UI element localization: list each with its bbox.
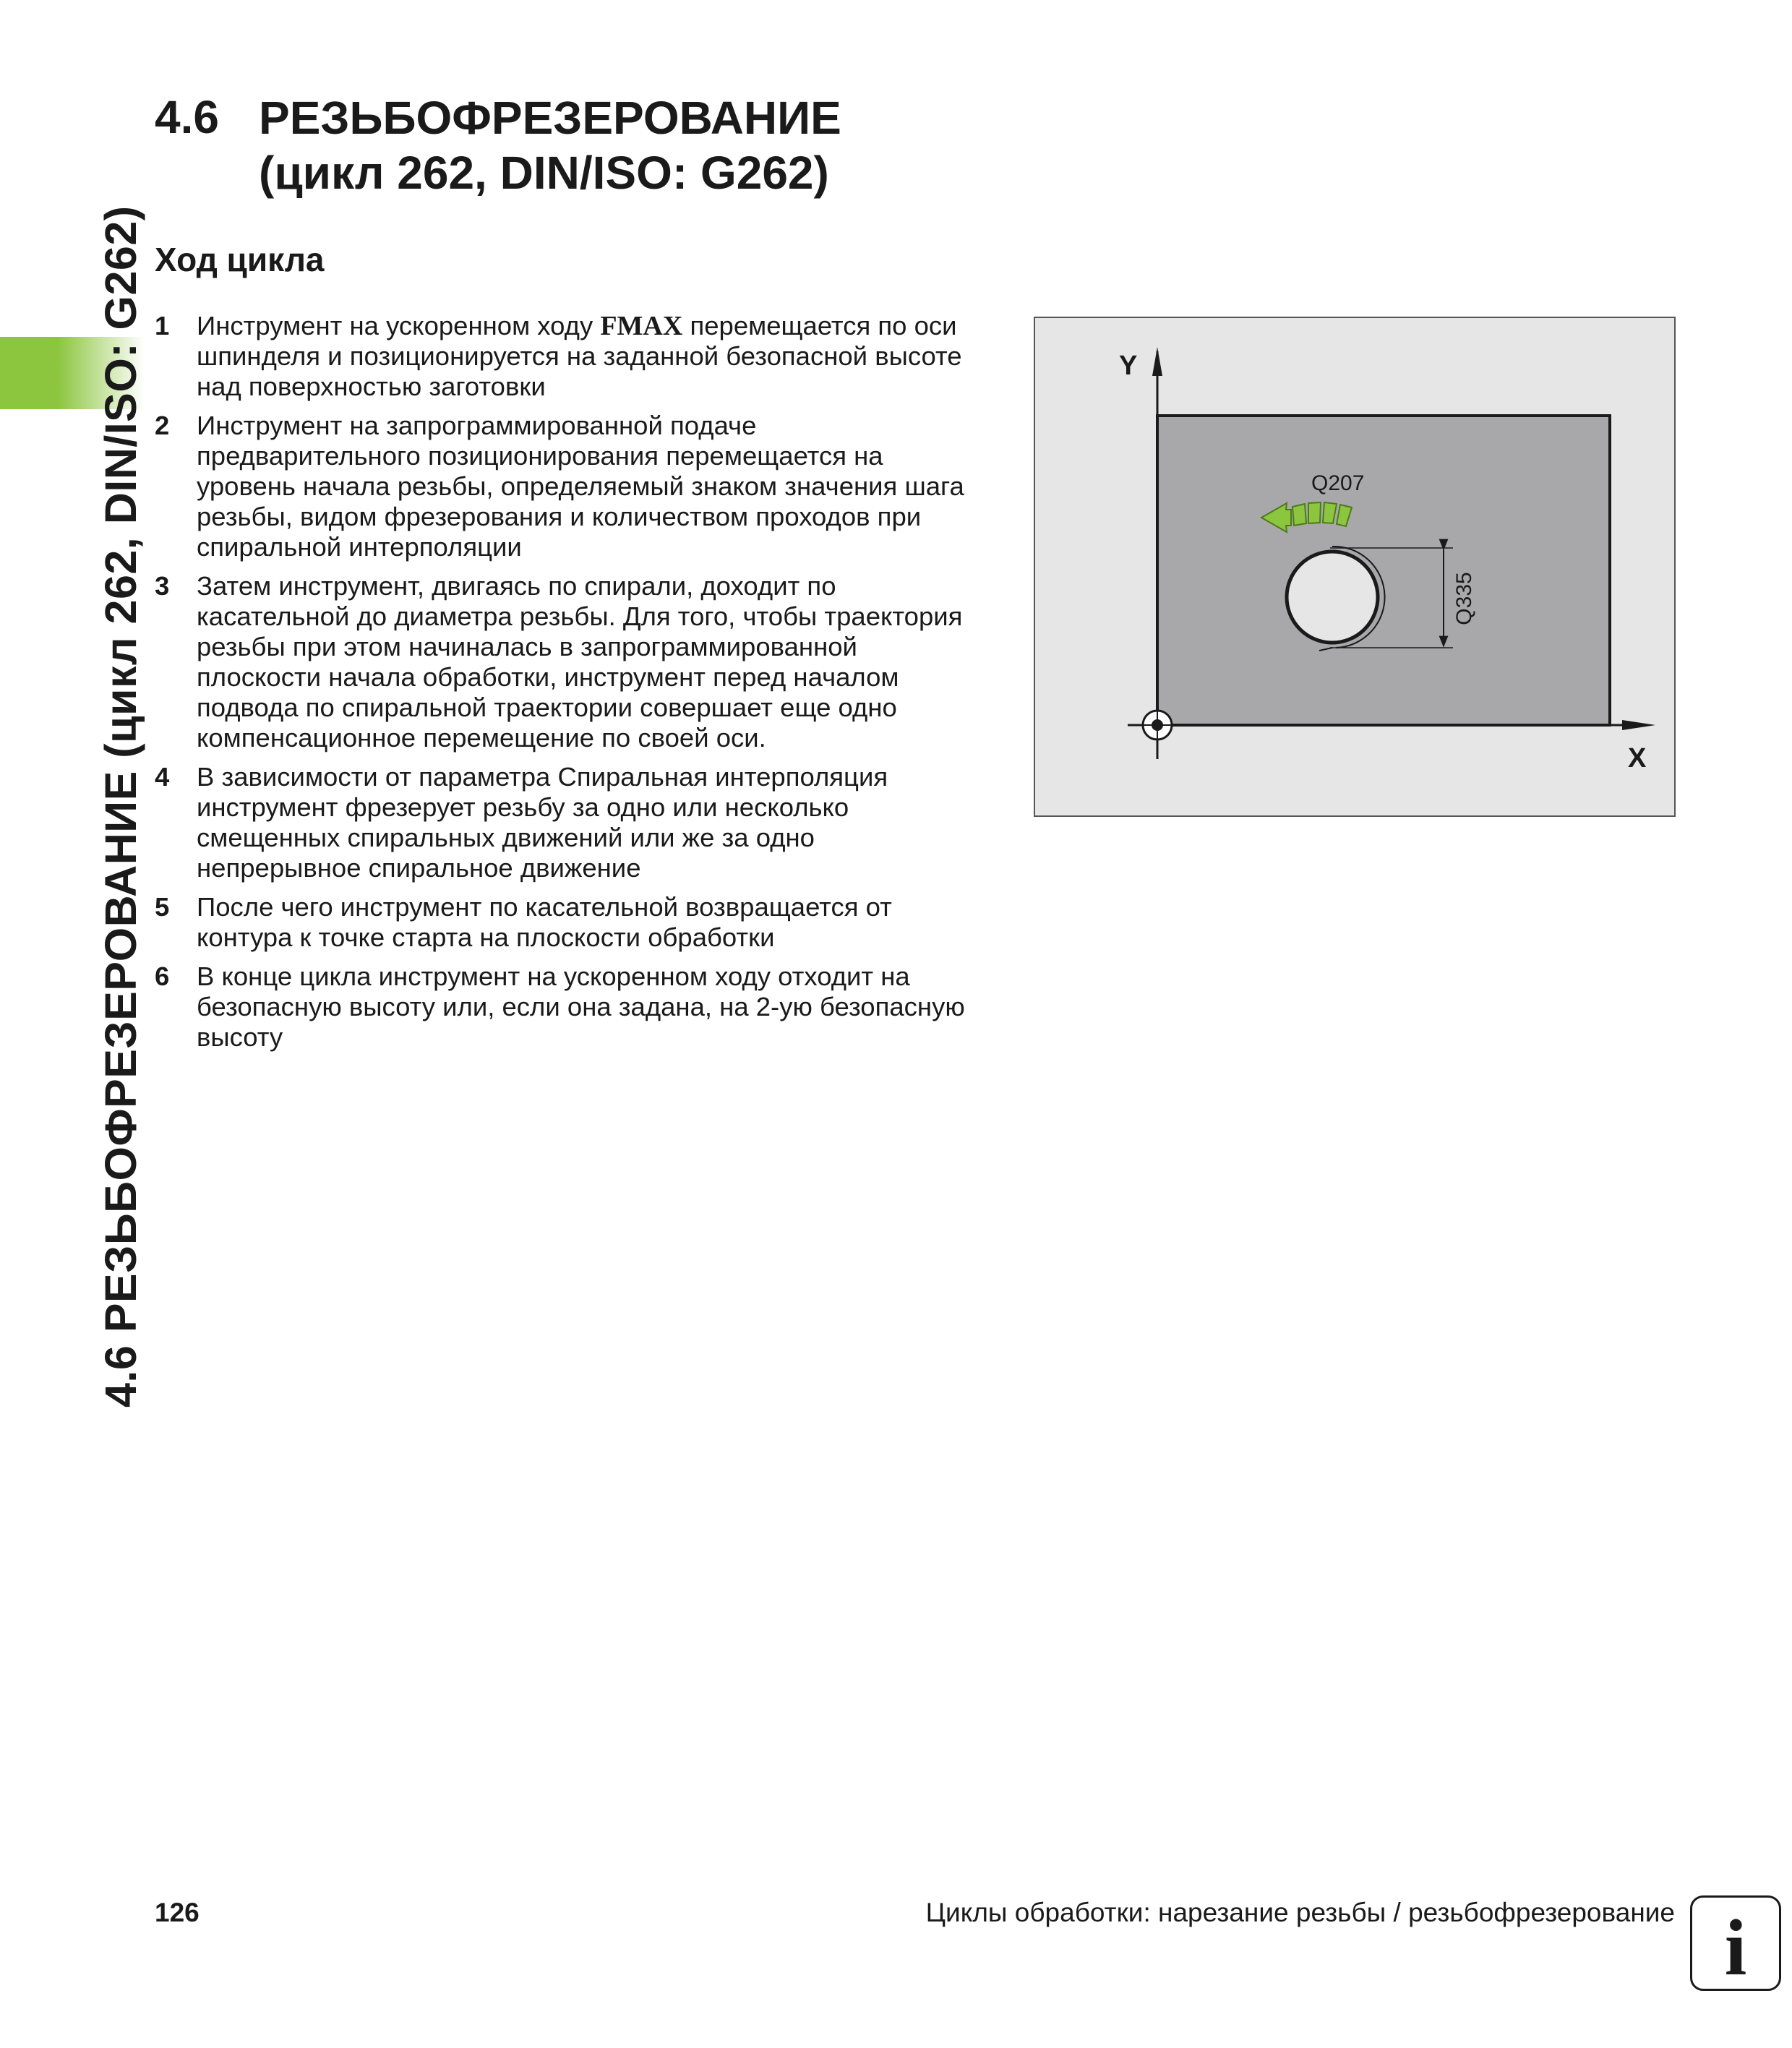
cycle-steps-list: [155, 311, 1000, 1061]
workpiece-rect: [1157, 416, 1610, 725]
subheading: Ход цикла: [155, 241, 325, 278]
step-item: [155, 762, 1000, 883]
section-title-line1: РЕЗЬБОФРЕЗЕРОВАНИЕ: [259, 92, 841, 144]
step-number: 5: [155, 892, 170, 922]
section-title: [259, 90, 841, 200]
step-number: 6: [155, 961, 170, 991]
step-number: 1: [155, 311, 170, 340]
pitch-label: Q207: [1311, 471, 1365, 495]
step-item: [155, 311, 1000, 402]
step-item: [155, 411, 1000, 562]
thread-hole: [1287, 552, 1378, 643]
step-text: В зависимости от параметра Спиральная интерполяция инструмент фрезерует резьбу за одно или несколько смещенных спиральных движений или же за одно непрерывное спиральное движение: [197, 762, 888, 883]
step-number: 4: [155, 762, 170, 792]
info-button[interactable]: [1690, 1895, 1781, 1991]
step-text: В конце цикла инструмент на ускоренном ходу отходит на безопасную высоту или, если она задана, на 2-ую безопасную высоту: [197, 961, 965, 1052]
y-axis-label: Y: [1119, 351, 1138, 381]
step-item: [155, 571, 1000, 753]
info-icon: [1692, 1898, 1779, 1989]
x-axis-label: X: [1628, 743, 1647, 774]
fmax-keyword: FMAX: [600, 311, 683, 341]
step-text: Затем инструмент, двигаясь по спирали, доходит по касательной до диаметра резьбы. Для того, чтобы траектория резьбы при этом начиналась в запрограммированной плоскости начала обработки, инструмент перед началом подвода по спиральной траектории совершает еще одно компенсационное перемещение по своей оси.: [197, 571, 963, 753]
step-text: Инструмент на запрограммированной подаче предварительного позиционирования перемещается на уровень начала резьбы, определяемый знаком значения шага резьбы, видом фрезерования и количеством проходов при спиральной интерполяции: [197, 411, 964, 562]
step-text: После чего инструмент по касательной возвращается от контура к точке старта на плоскости обработки: [197, 892, 892, 952]
step-item: [155, 892, 1000, 953]
section-number: 4.6: [155, 91, 219, 143]
step-number: 3: [155, 571, 170, 601]
section-title-line2: (цикл 262, DIN/ISO: G262): [259, 147, 829, 199]
thread-milling-diagram: [1034, 317, 1676, 817]
diameter-label: Q335: [1452, 572, 1476, 625]
svg-text:i: i: [1724, 1903, 1747, 1989]
step-number: 2: [155, 411, 170, 440]
step-item: [155, 961, 1000, 1053]
footer-chapter-title: Циклы обработки: нарезание резьбы / резьбофрезерование: [925, 1898, 1675, 1927]
step-text: Инструмент на ускоренном ходу FMAX перемещается по оси шпинделя и позиционируется на заданной безопасной высоте над поверхностью заготовки: [197, 311, 962, 401]
page-number: 126: [155, 1898, 200, 1927]
vertical-section-title: 4.6 РЕЗЬБОФРЕЗЕРОВАНИЕ (цикл 262, DIN/ISO: G262): [96, 205, 145, 1408]
